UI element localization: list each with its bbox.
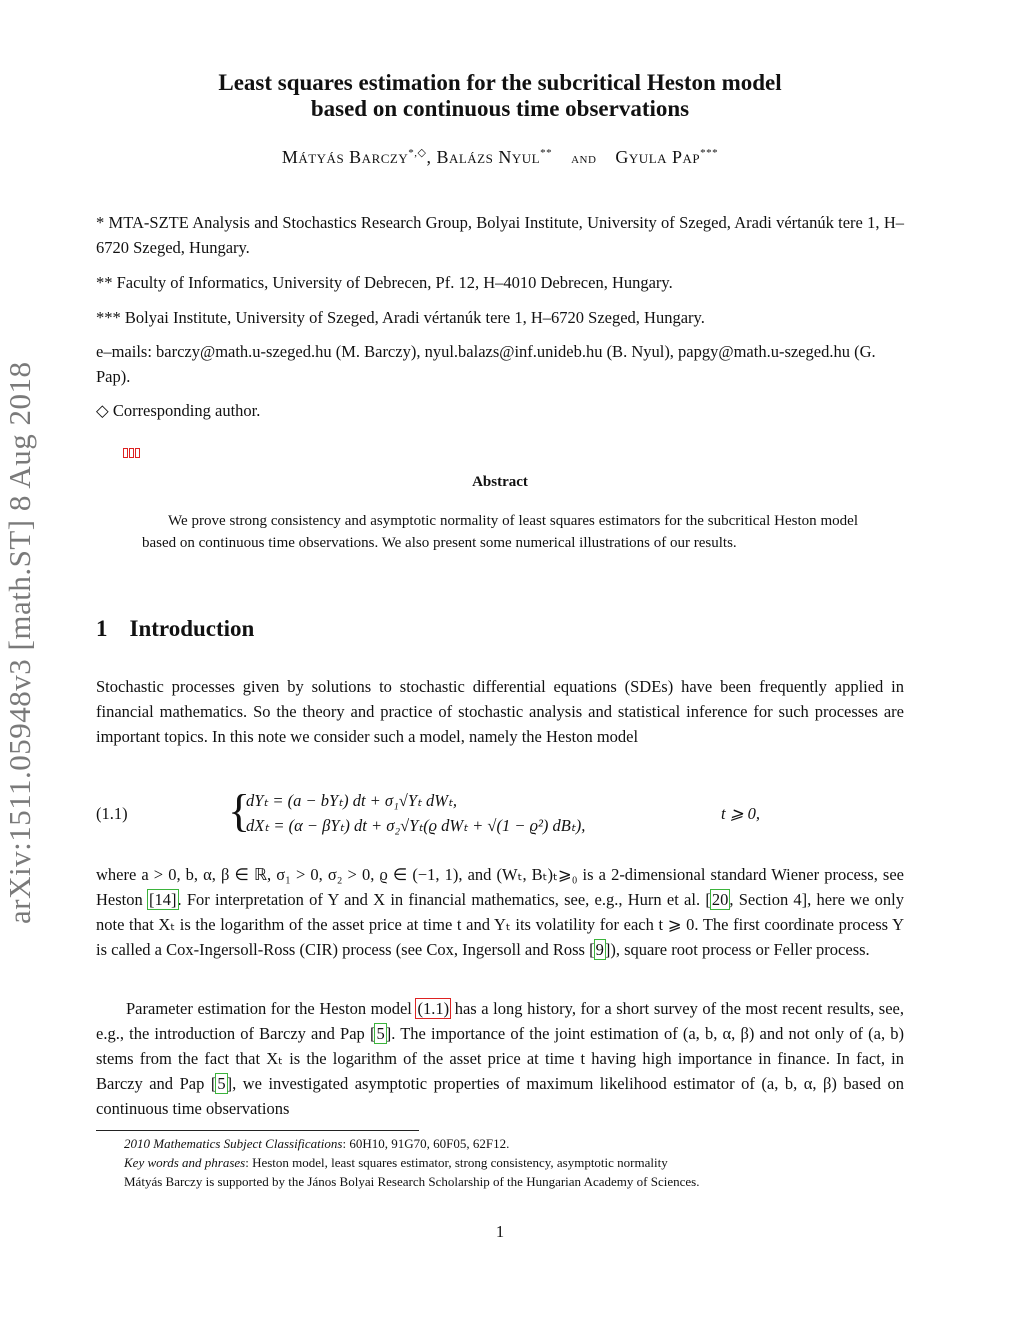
equation-label: (1.1)	[96, 804, 128, 823]
author-1-name: Mátyás Barczy	[281, 147, 409, 167]
author-list	[96, 146, 904, 168]
footnote-keywords-label: Key words and phrases	[124, 1155, 246, 1170]
equation-ref-link-1-1[interactable]: (1.1)	[417, 999, 450, 1018]
author-2-mark: **	[540, 147, 553, 159]
footnote-msc-text: : 60H10, 91G70, 60F05, 62F12.	[342, 1136, 510, 1151]
citation-link-5[interactable]: 5	[376, 1024, 385, 1043]
footnotes	[124, 1134, 904, 1191]
para3-text-3: ]. The importance of the joint estimation of (a, b, α, β) and not only of (a, b) stems from the fact that Xₜ is the logarithm of the asset price at time t having high importance in finance. In fact, in Barczy and Pap [	[96, 1024, 904, 1093]
footnote-keywords-text: : Heston model, least squares estimator, strong consistency, asymptotic normality	[245, 1155, 668, 1170]
section-heading-introduction	[96, 616, 254, 642]
para3-text-1: Parameter estimation for the Heston model	[126, 999, 417, 1018]
author-conjunction: and	[571, 151, 597, 167]
intro-paragraph-2	[96, 862, 904, 962]
email-list: e–mails: barczy@math.u-szeged.hu (M. Barczy), nyul.balazs@inf.unideb.hu (B. Nyul), papgy@math.u-szeged.hu (G. Pap).	[96, 342, 876, 386]
intro-paragraph-1: Stochastic processes given by solutions to stochastic differential equations (SDEs) have been frequently applied in financial mathematics. So the theory and practice of stochastic analysis and statistical inference for such processes are important topics. In this note we consider such a model, namely the Heston model	[96, 677, 904, 746]
footnote-funding: Mátyás Barczy is supported by the János Bolyai Research Scholarship of the Hungarian Academy of Sciences.	[124, 1174, 700, 1189]
para3-text-4: ], we investigated asymptotic properties of maximum likelihood estimator of (a, b, α, β) based on continuous time observations	[96, 1074, 904, 1118]
footnote-rule	[96, 1130, 419, 1131]
citation-link-9[interactable]: 9	[595, 940, 604, 959]
footnote-msc	[124, 1134, 904, 1153]
paper-title-line-1: Least squares estimation for the subcritical Heston model	[218, 70, 782, 95]
citation-link-20[interactable]: 20	[711, 890, 729, 909]
para2-text-1: where a > 0, b, α, β ∈ ℝ, σ₁ > 0, σ₂ > 0, ϱ ∈ (−1, 1), and (Wₜ, Bₜ)ₜ⩾₀ is a 2-dimensional standard Wiener process, see Heston	[96, 865, 904, 909]
author-3-name: Gyula Pap	[615, 147, 701, 167]
author-separator: ,	[426, 147, 432, 167]
intro-paragraph-3	[96, 996, 904, 1121]
para2-text-2: . For interpretation of Y and X in financial mathematics, see, e.g., Hurn et al. [	[177, 890, 711, 909]
citation-link-14[interactable]: [14]	[149, 890, 177, 909]
footnote-msc-label: 2010 Mathematics Subject Classifications	[124, 1136, 343, 1151]
section-title: Introduction	[129, 616, 255, 641]
affiliation-2: ** Faculty of Informatics, University of Debrecen, Pf. 12, H–4010 Debrecen, Hungary.	[96, 273, 673, 292]
orcid-link-icon[interactable]	[123, 443, 141, 462]
abstract-body: We prove strong consistency and asymptotic normality of least squares estimators for the subcritical Heston model based on continuous time observations. We also present some numerical illustrations of our results.	[142, 513, 858, 551]
section-number: 1	[96, 616, 108, 641]
affiliation-3: *** Bolyai Institute, University of Szeged, Aradi vértanúk tere 1, H–6720 Szeged, Hungary.	[96, 308, 705, 327]
abstract-heading: Abstract	[472, 474, 528, 490]
equation-system	[246, 788, 585, 838]
footnote-keywords	[124, 1153, 904, 1172]
para2-text-3: , Section 4], here we only note that Xₜ is the logarithm of the asset price at time t and Yₜ its volatility for each t ⩾ 0. The first coordinate process Y is called a Cox-Ingersoll-Ross (CIR) process (see Cox, Ingersoll and Ross [	[96, 890, 905, 959]
page-number: 1	[495, 1222, 505, 1241]
author-2-name: Balázs Nyul	[436, 147, 541, 167]
paper-title-line-2: based on continuous time observations	[310, 96, 690, 121]
corresponding-author-note: ◇ Corresponding author.	[96, 401, 261, 420]
author-3-mark: ***	[700, 147, 719, 159]
citation-link-5-second[interactable]: 5	[217, 1074, 226, 1093]
paper-title	[96, 70, 904, 122]
equation-line-1: dYₜ = (a − bYₜ) dt + σ₁√Yₜ dWₜ,	[246, 791, 458, 810]
affiliation-1: * MTA-SZTE Analysis and Stochastics Research Group, Bolyai Institute, University of Szeged, Aradi vértanúk tere 1, H–6720 Szeged, Hungary.	[96, 213, 904, 257]
author-1-mark: *,◇	[408, 147, 427, 159]
arxiv-sidebar-stamp: arXiv:1511.05948v3 [math.ST] 8 Aug 2018	[2, 361, 37, 924]
equation-brace: {	[228, 785, 251, 836]
para3-text-2: has a long history, for a short survey of the most recent results, see, e.g., the introduction of Barczy and Pap [	[96, 999, 904, 1043]
equation-line-2: dXₜ = (α − βYₜ) dt + σ₂√Yₜ(ϱ dWₜ + √(1 − ϱ²) dBₜ),	[246, 816, 586, 835]
para2-text-4: ]), square root process or Feller process.	[604, 940, 870, 959]
equation-condition: t ⩾ 0,	[721, 804, 761, 823]
